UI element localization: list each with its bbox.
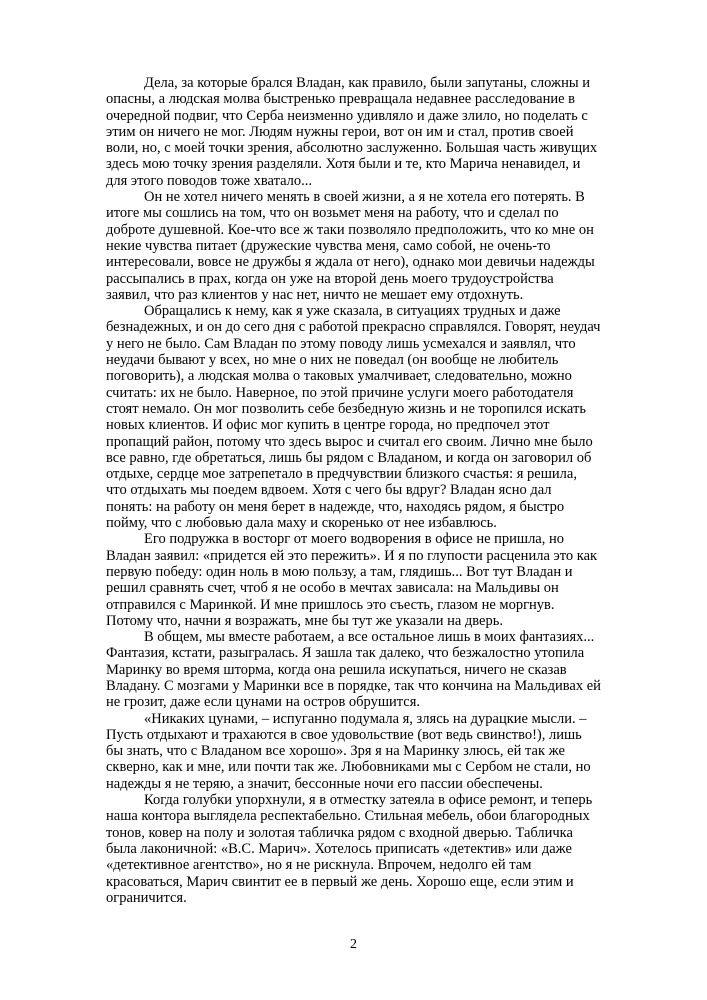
paragraph-1: Дела, за которые брался Владан, как правило, были запутаны, сложны и опасны, а людская молва быстренько превращала недавнее расследование в очередной подвиг, что Серба неизменно удивляло и даже злило, но поделать с этим он ничего не мог. Людям нужны герои, вот он им и стал, против своей воли, но, с моей точки зрения, абсолютно заслуженно. Большая часть живущих здесь мою точку зрения разделяли. Хотя были и те, кто Марича ненавидел, и для этого поводов тоже хватало... bbox=[106, 75, 598, 189]
paragraph-6: «Никаких цунами, – испуганно подумала я, злясь на дурацкие мысли. – Пусть отдыхают и трахаются в свое удовольствие (вот ведь свинство!), лишь бы знать, что с Владаном все хорошо». Зря я на Маринку злюсь, ей так же скверно, как и мне, или почти так же. Любовниками мы с Сербом не стали, но надежды я не теряю, а значит, бессонные ночи его пассии обеспечены. bbox=[106, 710, 591, 792]
paragraph-3: Обращались к нему, как я уже сказала, в ситуациях трудных и даже безнадежных, и он до сего дня с работой прекрасно справлялся. Говорят, неудач у него не было. Сам Владан по этому поводу лишь усмехался и заявлял, что неудачи бывают у всех, но мне о них не поведал (он вообще не любитель поговорить), а людская молва о таковых умалчивает, следовательно, можно считать: их не было. Наверное, по этой причине услуги моего работодателя стоят немало. Он мог позволить себе безбедную жизнь и не торопился искать новых клиентов. И офис мог купить в центре города, но предпочел этот пропащий район, потому что здесь вырос и считал его своим. Лично мне было все равно, где обретаться, лишь бы рядом с Владаном, и когда он заговорил об отдыхе, сердце мое затрепетало в предчувствии близкого счастья: я решила, что отдыхать мы поедем вдвоем. Хотя с чего бы вдруг? Владан ясно дал понять: на работу он меня берет в надежде, что, находясь рядом, я быстро пойму, что с любовью дала маху и скоренько от нее избавлюсь. bbox=[106, 303, 601, 532]
paragraph-7: Когда голубки упорхнули, я в отместку затеяла в офисе ремонт, и теперь наша контора выглядела респектабельно. Стильная мебель, обои благородных тонов, ковер на полу и золотая табличка рядом с входной дверью. Табличка была лаконичной: «В.С. Марич». Хотелось приписать «детектив» или даже «детективное агентство», но я не рискнула. Впрочем, недолго ей там красоваться, Марич свинтит ее в первый же день. Хорошо еще, если этим и ограничится. bbox=[106, 792, 593, 906]
paragraph-2: Он не хотел ничего менять в своей жизни, а я не хотела его потерять. В итоге мы сошлись на том, что он возьмет меня на работу, что и сделал по доброте душевной. Кое-что все ж таки позволяло предположить, что ко мне он некие чувства питает (дружеские чувства меня, само собой, не очень-то интересовали, вовсе не дружбы я ждала от него), однако мои девичьи надежды рассыпались в прах, когда он уже на второй день моего трудоустройства заявил, что раз клиентов у нас нет, ничто не мешает ему отдохнуть. bbox=[106, 189, 595, 303]
paragraph-4: Его подружка в восторг от моего водворения в офисе не пришла, но Владан заявил: «придется ей это пережить». И я по глупости расценила это как первую победу: один ноль в мою пользу, а там, глядишь... Вот тут Владан и решил сравнять счет, чтоб я не особо в мечтах зависала: на Мальдивы он отправился с Маринкой. И мне пришлось это съесть, глазом не моргнув. Потому что, начни я возражать, мне бы тут же указали на дверь. bbox=[106, 531, 598, 629]
body-text bbox=[106, 75, 601, 906]
page-number: 2 bbox=[350, 937, 357, 952]
paragraph-5: В общем, мы вместе работаем, а все остальное лишь в моих фантазиях... Фантазия, кстати, разыгралась. Я зашла так далеко, что безжалостно утопила Маринку во время шторма, когда она решила искупаться, ничего не сказав Владану. С мозгами у Маринки все в порядке, так что кончина на Мальдивах ей не грозит, даже если цунами на остров обрушится. bbox=[106, 629, 601, 711]
